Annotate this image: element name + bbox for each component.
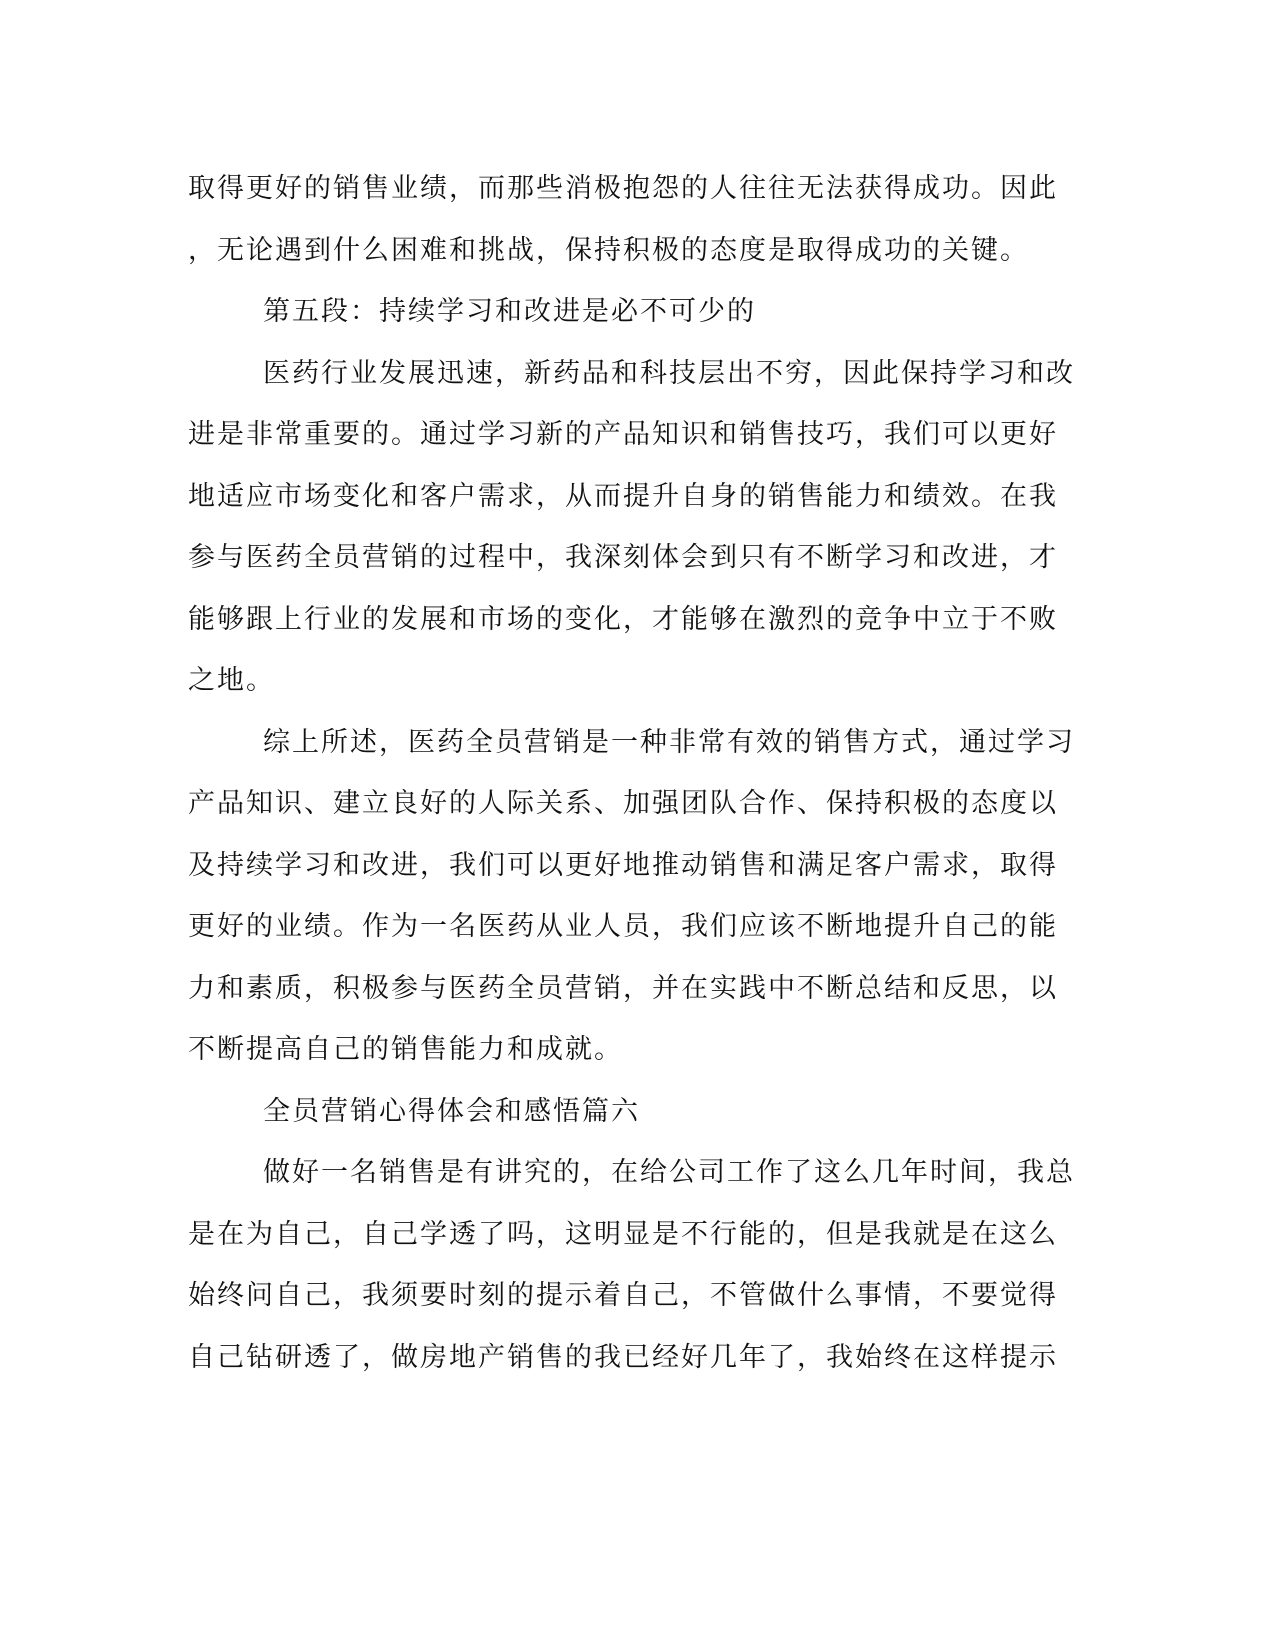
section-heading: 全员营销心得体会和感悟篇六 [263,1095,640,1127]
text-line: 始终问自己，我须要时刻的提示着自己，不管做什么事情，不要觉得 [188,1280,1058,1311]
text-line: 产品知识、建立良好的人际关系、加强团队合作、保持积极的态度以 [188,788,1058,819]
text-line: 医药行业发展迅速，新药品和科技层出不穷，因此保持学习和改 [263,357,1075,389]
text-line: 综上所述，医药全员营销是一种非常有效的销售方式，通过学习 [263,726,1075,758]
text-line: 做好一名销售是有讲究的，在给公司工作了这么几年时间，我总 [263,1157,1075,1188]
text-line: 是在为自己，自己学透了吗，这明显是不行能的，但是我就是在这么 [188,1218,1058,1250]
section-heading: 第五段：持续学习和改进是必不可少的 [263,296,756,327]
text-line: ，无论遇到什么困难和挑战，保持积极的态度是取得成功的关键。 [188,234,1029,266]
text-line: 进是非常重要的。通过学习新的产品知识和销售技巧，我们可以更好 [188,419,1058,450]
document-body [188,158,1078,1388]
text-line: 之地。 [188,665,275,696]
text-line: 能够跟上行业的发展和市场的变化，才能够在激烈的竞争中立于不败 [188,603,1058,635]
text-line: 力和素质，积极参与医药全员营销，并在实践中不断总结和反思，以 [188,972,1058,1004]
text-line: 取得更好的销售业绩，而那些消极抱怨的人往往无法获得成功。因此 [188,173,1058,204]
text-line: 自己钻研透了，做房地产销售的我已经好几年了，我始终在这样提示 [188,1341,1058,1373]
text-line: 更好的业绩。作为一名医药从业人员，我们应该不断地提升自己的能 [188,911,1058,942]
text-line: 及持续学习和改进，我们可以更好地推动销售和满足客户需求，取得 [188,849,1058,881]
text-line: 参与医药全员营销的过程中，我深刻体会到只有不断学习和改进，才 [188,542,1058,573]
text-line: 不断提高自己的销售能力和成就。 [188,1034,623,1065]
text-line: 地适应市场变化和客户需求，从而提升自身的销售能力和绩效。在我 [188,480,1058,512]
